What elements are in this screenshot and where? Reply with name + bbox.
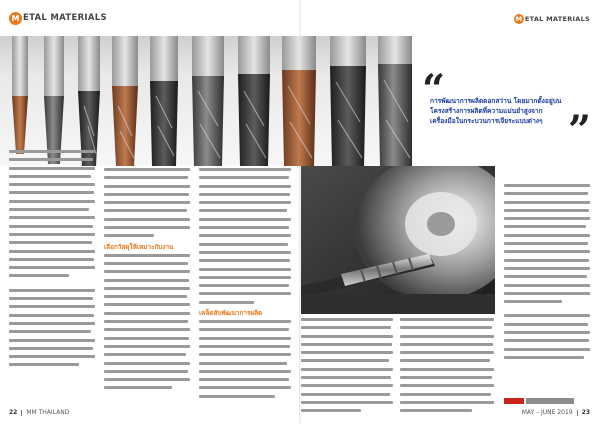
quote-close-mark: ” bbox=[568, 107, 592, 154]
magazine-name: MM THAILAND bbox=[26, 409, 70, 416]
photo-caption bbox=[504, 398, 574, 404]
end-mill-2 bbox=[44, 36, 64, 164]
end-mill-10 bbox=[378, 36, 412, 166]
subheading: เลือกวัสดุให้เหมาะกับงาน bbox=[104, 242, 174, 251]
pull-quote-line: เครื่องมือในกระบวนการเจียระแบบต่างๆ bbox=[430, 117, 543, 125]
section-badge-icon-right: M bbox=[515, 15, 523, 23]
pull-quote-line: โครงสร้างการผลิตที่ความแม่นยำสูงจาก bbox=[430, 107, 543, 115]
section-title: ETAL MATERIALS bbox=[23, 13, 107, 23]
article-column-1 bbox=[9, 150, 95, 372]
end-mills-photo bbox=[0, 36, 412, 166]
section-title-right: ETAL MATERIALS bbox=[524, 15, 590, 23]
end-mill-4 bbox=[112, 36, 138, 166]
end-mill-7 bbox=[238, 36, 270, 166]
footer-divider bbox=[21, 410, 22, 416]
section-header-left bbox=[9, 11, 107, 25]
end-mill-8 bbox=[282, 36, 316, 166]
footer-right bbox=[522, 409, 590, 416]
end-mill-3 bbox=[78, 36, 100, 166]
end-mill-1 bbox=[12, 36, 28, 154]
article-column-3 bbox=[199, 168, 291, 403]
footer-left bbox=[9, 409, 69, 416]
section-header-right bbox=[514, 13, 590, 25]
end-mill-5 bbox=[150, 36, 178, 166]
article-column-6 bbox=[504, 184, 590, 364]
article-column-2 bbox=[104, 168, 190, 395]
article-column-4 bbox=[301, 318, 393, 418]
footer-divider bbox=[577, 410, 578, 416]
section-badge-icon: M bbox=[9, 12, 22, 25]
caption-tag bbox=[504, 398, 524, 404]
article-column-5 bbox=[400, 318, 494, 418]
quote-open-mark: “ bbox=[422, 66, 446, 113]
article-column-4-top bbox=[301, 150, 495, 153]
page-number-right: 23 bbox=[581, 409, 590, 416]
subheading: เคล็ดลับพัฒนาการผลิต bbox=[199, 309, 263, 318]
page-number-left: 22 bbox=[9, 409, 18, 416]
pull-quote-line: การพัฒนาการผลิตดอกสว่าน โดยมากตั้งอยู่บน bbox=[430, 97, 562, 105]
end-mill-6 bbox=[192, 36, 224, 166]
pull-quote bbox=[430, 96, 576, 126]
end-mills-illustration bbox=[0, 36, 412, 166]
caption-credit bbox=[526, 398, 574, 404]
issue-date: MAY – JUNE 2019 bbox=[521, 409, 573, 416]
grinding-wheel-photo bbox=[301, 166, 495, 314]
grinding-wheel-illustration bbox=[301, 166, 495, 314]
